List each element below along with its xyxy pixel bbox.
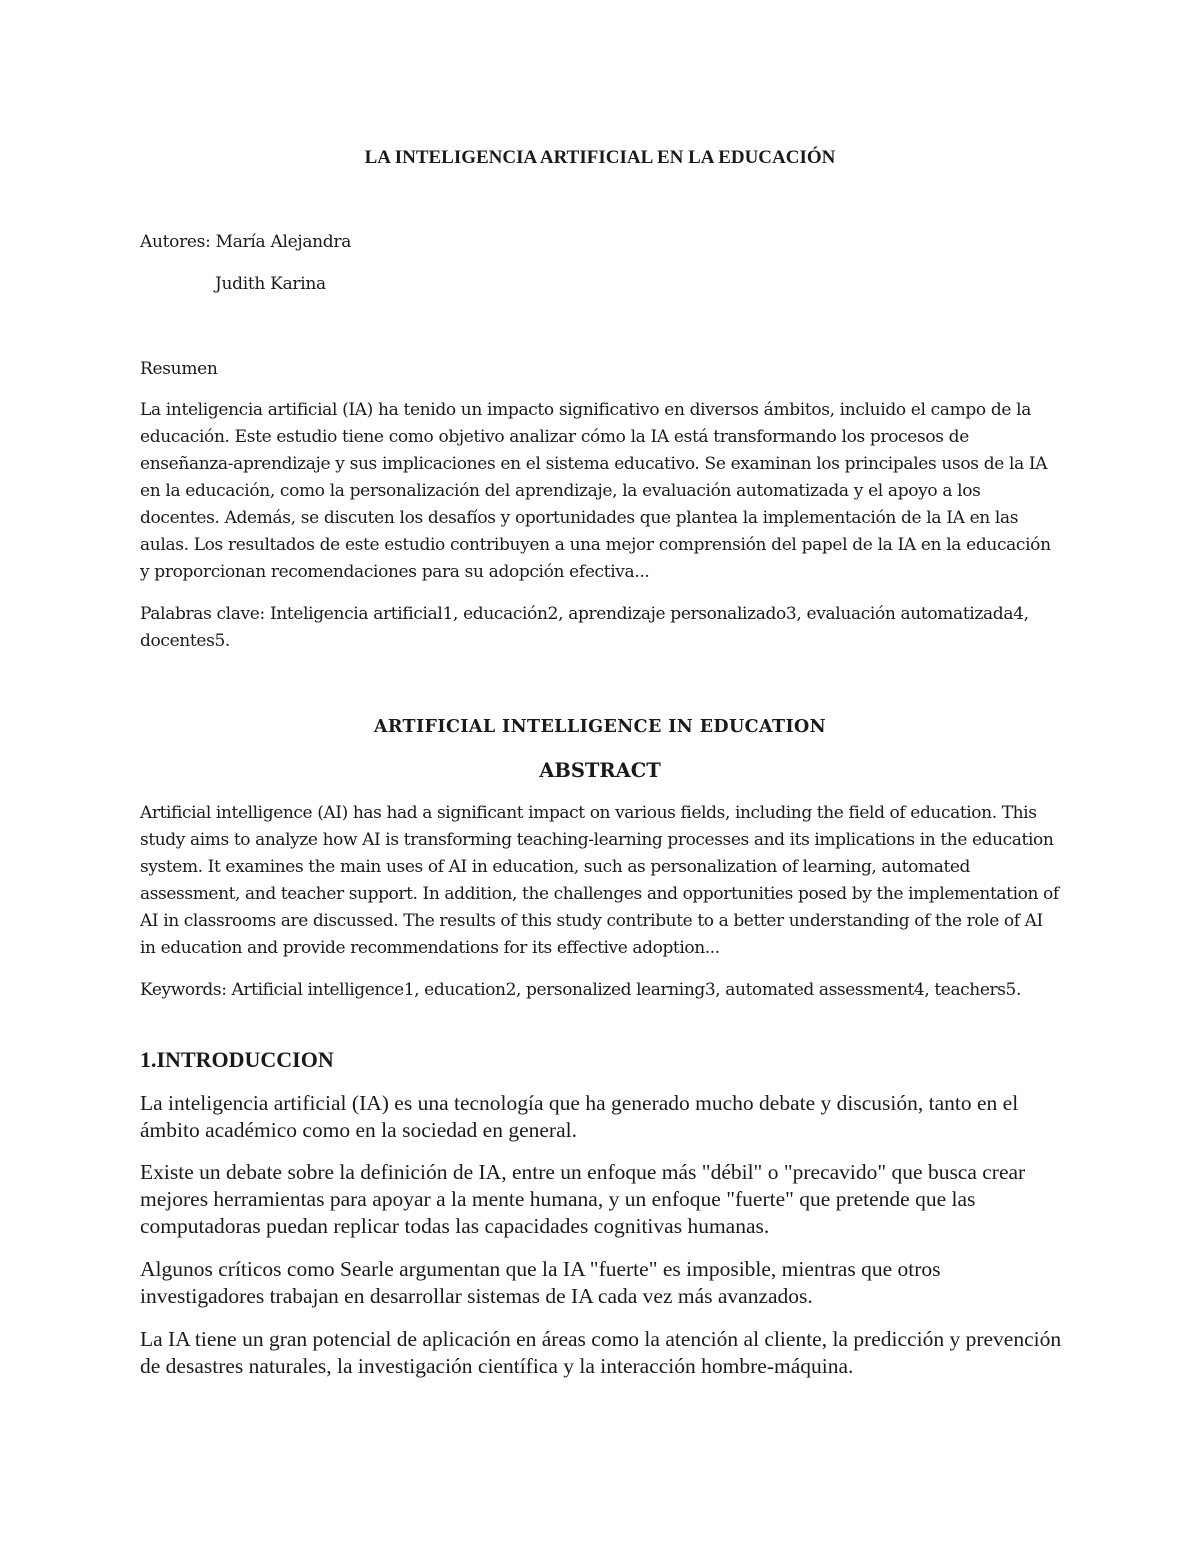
document-title-en: ARTIFICIAL INTELLIGENCE IN EDUCATION <box>373 717 827 737</box>
author-second: Judith Karina <box>215 274 326 294</box>
intro-paragraph: Existe un debate sobre la definición de IA, entre un enfoque más "débil" o "precavido" que busca crear mejores herramientas para apoyar a la mente humana, y un enfoque "fuerte" que pretende que las computadoras puedan replicar todas las capacidades cognitivas humanas. <box>140 1160 1026 1238</box>
resumen-paragraph: La inteligencia artificial (IA) ha tenido un impacto significativo en diversos ámbitos, incluido el campo de la educación. Este estudio tiene como objetivo analizar cómo la IA está transformando los procesos de enseñanza-aprendizaje y sus implicaciones en el sistema educativo. Se examinan los principales usos de la IA en la educación, como la personalización del aprendizaje, la evaluación automatizada y el apoyo a los docentes. Además, se discuten los desafíos y oportunidades que plantea la implementación de la IA en las aulas. Los resultados de este estudio contribuyen a una mejor comprensión del papel de la IA en la educación y proporcionan recomendaciones para su adopción efectiva... <box>140 400 1051 582</box>
intro-paragraph: La IA tiene un gran potencial de aplicación en áreas como la atención al cliente, la predicción y prevención de desastres naturales, la investigación científica y la interacción hombre-máquina. <box>140 1327 1062 1378</box>
keywords-en: Keywords: Artificial intelligence1, education2, personalized learning3, automated assessment4, teachers5. <box>140 980 1021 1000</box>
resumen-label: Resumen <box>140 359 218 379</box>
abstract-heading: ABSTRACT <box>539 759 661 782</box>
authors-line: Autores: María Alejandra <box>140 232 352 252</box>
intro-heading: 1.INTRODUCCION <box>140 1047 334 1072</box>
keywords-es: Palabras clave: Inteligencia artificial1, educación2, aprendizaje personalizado3, evaluación automatizada4, docentes5. <box>140 604 1029 651</box>
abstract-paragraph: Artificial intelligence (AI) has had a significant impact on various fields, including the field of education. This study aims to analyze how AI is transforming teaching-learning processes and its implications in the education system. It examines the main uses of AI in education, such as personalization of learning, automated assessment, and teacher support. In addition, the challenges and opportunities posed by the implementation of AI in classrooms are discussed. The results of this study contribute to a better understanding of the role of AI in education and provide recommendations for its effective adoption... <box>140 803 1059 958</box>
document-title-es: LA INTELIGENCIA ARTIFICIAL EN LA EDUCACIÓN <box>364 147 836 168</box>
intro-paragraph: Algunos críticos como Searle argumentan que la IA "fuerte" es imposible, mientras que otros investigadores trabajan en desarrollar sistemas de IA cada vez más avanzados. <box>140 1257 941 1308</box>
intro-paragraph: La inteligencia artificial (IA) es una tecnología que ha generado mucho debate y discusión, tanto en el ámbito académico como en la sociedad en general. <box>140 1091 1019 1142</box>
